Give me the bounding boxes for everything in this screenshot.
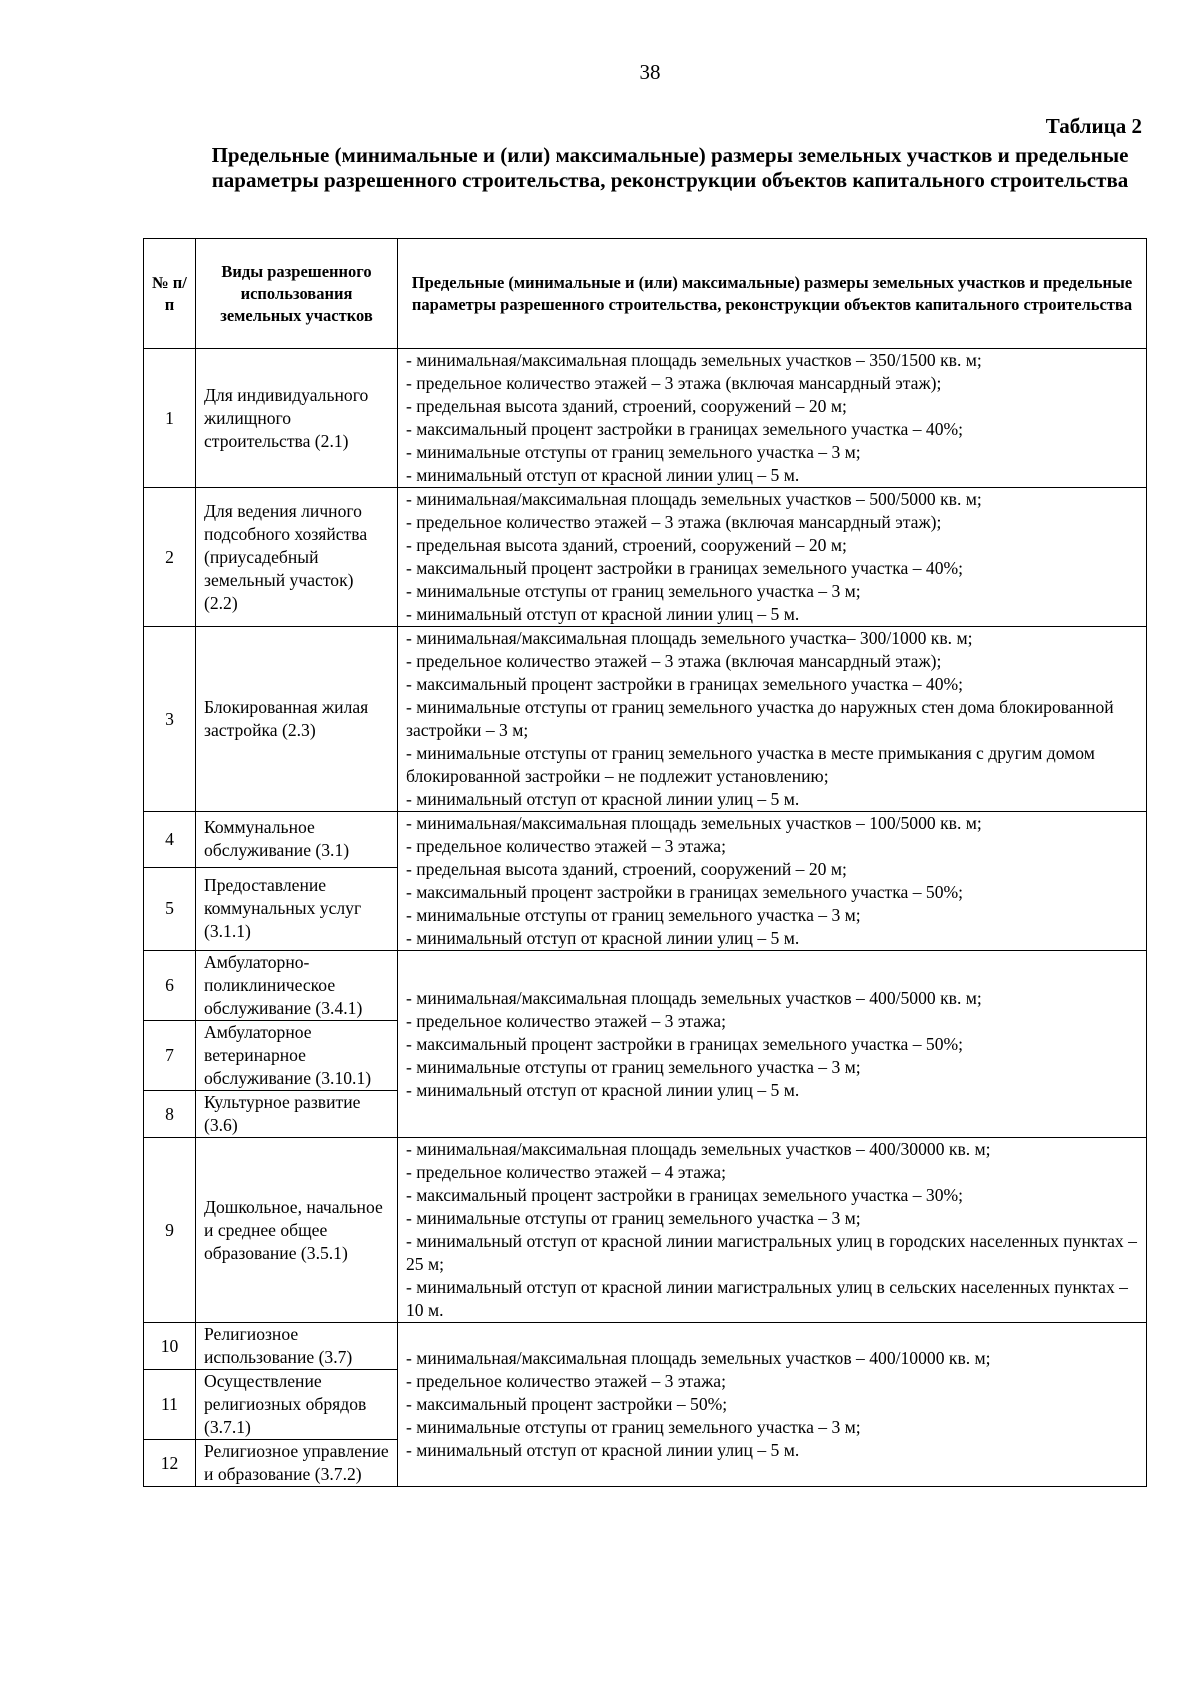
row-num: 1 (144, 349, 196, 488)
param-line: - минимальные отступы от границ земельного участка – 3 м; (406, 1056, 861, 1077)
param-line: - предельная высота зданий, строений, сооружений – 20 м; (406, 396, 847, 416)
param-line: - минимальные отступы от границ земельного участка – 3 м; (406, 905, 861, 925)
param-line: - минимальные отступы от границ земельного участка до наружных стен дома блокированной застройки – 3 м; (406, 697, 1114, 740)
param-line: - максимальный процент застройки в границах земельного участка – 50%; (406, 882, 964, 902)
param-line: - минимальный отступ от красной линии улиц – 5 м. (406, 604, 800, 624)
table-row (144, 812, 1147, 868)
param-line: - предельное количество этажей – 3 этажа; (406, 1371, 726, 1391)
param-line: - предельная высота зданий, строений, сооружений – 20 м; (406, 859, 847, 879)
row-kind: Культурное развитие (3.6) (196, 1091, 398, 1138)
row-kind: Коммунальное обслуживание (3.1) (196, 812, 398, 868)
param-line: - максимальный процент застройки в границах земельного участка – 30%; (406, 1185, 964, 1205)
table-row (144, 349, 1147, 488)
param-line: - минимальные отступы от границ земельного участка – 3 м; (406, 442, 861, 462)
param-line: - предельное количество этажей – 3 этажа (включая мансардный этаж); (406, 651, 942, 671)
params-cell (398, 1323, 1147, 1487)
params-cell (398, 488, 1147, 627)
param-line: - минимальные отступы от границ земельного участка – 3 м; (406, 1417, 861, 1437)
table-row (144, 627, 1147, 812)
row-kind: Для индивидуального жилищного строительства (2.1) (196, 349, 398, 488)
param-line: - минимальный отступ от красной линии улиц – 5 м. (406, 789, 800, 809)
param-line: - предельное количество этажей – 3 этажа; (406, 836, 726, 856)
params-cell (398, 812, 1147, 951)
param-line: - минимальные отступы от границ земельного участка – 3 м; (406, 1208, 861, 1228)
header-num: № п/п (144, 239, 196, 349)
param-line: - максимальный процент застройки – 50%; (406, 1394, 728, 1414)
limits-table (143, 238, 1147, 1487)
header-kind: Виды разрешенного использования земельных участков (196, 239, 398, 349)
param-line: - предельное количество этажей – 4 этажа; (406, 1162, 726, 1182)
row-num: 8 (144, 1091, 196, 1138)
param-line: - минимальный отступ от красной линии улиц – 5 м. (406, 1440, 800, 1460)
param-line: - минимальная/максимальная площадь земельных участков – 400/30000 кв. м; (406, 1139, 991, 1159)
row-num: 5 (144, 867, 196, 950)
row-num: 9 (144, 1138, 196, 1323)
param-line: - минимальные отступы от границ земельного участка в месте примыкания с другим домом блокированной застройки – не подлежит установлению; (406, 743, 1095, 786)
param-line: - предельное количество этажей – 3 этажа; (406, 1010, 726, 1031)
table-row (144, 1138, 1147, 1323)
param-line: - максимальный процент застройки в границах земельного участка – 50%; (406, 1033, 964, 1054)
row-kind: Осуществление религиозных обрядов (3.7.1) (196, 1370, 398, 1440)
table-label: Таблица 2 (1045, 114, 1142, 138)
table-row (144, 951, 1147, 1021)
param-line: - минимальная/максимальная площадь земельных участков – 400/10000 кв. м; (406, 1348, 991, 1368)
param-line: - предельное количество этажей – 3 этажа (включая мансардный этаж); (406, 512, 942, 532)
params-cell (398, 1138, 1147, 1323)
row-num: 2 (144, 488, 196, 627)
param-line: - минимальный отступ от красной линии улиц – 5 м. (406, 465, 800, 485)
row-num: 7 (144, 1021, 196, 1091)
params-cell (398, 349, 1147, 488)
table-row (144, 1323, 1147, 1370)
document-title: Предельные (минимальные и (или) максимальные) размеры земельных участков и предельные параметры разрешенного строительства, реконструкции объектов капитального строительства (211, 143, 1129, 192)
param-line: - минимальная/максимальная площадь земельного участка– 300/1000 кв. м; (406, 628, 973, 648)
header-params: Предельные (минимальные и (или) максимальные) размеры земельных участков и предельные параметры разрешенного строительства, реконструкции объектов капитального строительства (398, 239, 1147, 349)
param-line: - минимальная/максимальная площадь земельных участков – 100/5000 кв. м; (406, 813, 982, 833)
param-line: - максимальный процент застройки в границах земельного участка – 40%; (406, 419, 964, 439)
row-kind: Блокированная жилая застройка (2.3) (196, 627, 398, 812)
table-row (144, 488, 1147, 627)
param-line: - минимальный отступ от красной линии улиц – 5 м. (406, 1079, 800, 1100)
row-kind: Амбулаторное ветеринарное обслуживание (3.10.1) (196, 1021, 398, 1091)
row-num: 3 (144, 627, 196, 812)
param-line: - предельное количество этажей – 3 этажа (включая мансардный этаж); (406, 373, 942, 393)
param-line: - минимальные отступы от границ земельного участка – 3 м; (406, 581, 861, 601)
row-kind: Амбулаторно-поликлиническое обслуживание (3.4.1) (196, 951, 398, 1021)
row-num: 10 (144, 1323, 196, 1370)
params-cell (398, 951, 1147, 1138)
param-line: - минимальный отступ от красной линии магистральных улиц в городских населенных пунктах – 25 м; (406, 1231, 1137, 1274)
page-number: 38 (639, 60, 661, 84)
param-line: - минимальная/максимальная площадь земельных участков – 350/1500 кв. м; (406, 350, 982, 370)
row-num: 6 (144, 951, 196, 1021)
row-num: 12 (144, 1440, 196, 1487)
row-num: 11 (144, 1370, 196, 1440)
param-line: - минимальный отступ от красной линии магистральных улиц в сельских населенных пунктах – 10 м. (406, 1277, 1128, 1320)
param-line: - минимальная/максимальная площадь земельных участков – 500/5000 кв. м; (406, 489, 982, 509)
param-line: - максимальный процент застройки в границах земельного участка – 40%; (406, 674, 964, 694)
param-line: - максимальный процент застройки в границах земельного участка – 40%; (406, 558, 964, 578)
row-kind: Религиозное использование (3.7) (196, 1323, 398, 1370)
row-kind: Для ведения личного подсобного хозяйства (приусадебный земельный участок) (2.2) (196, 488, 398, 627)
table-header-row (144, 239, 1147, 349)
params-cell (398, 627, 1147, 812)
param-line: - минимальная/максимальная площадь земельных участков – 400/5000 кв. м; (406, 987, 982, 1008)
row-kind: Предоставление коммунальных услуг (3.1.1) (196, 867, 398, 950)
row-kind: Религиозное управление и образование (3.7.2) (196, 1440, 398, 1487)
param-line: - минимальный отступ от красной линии улиц – 5 м. (406, 928, 800, 948)
row-kind: Дошкольное, начальное и среднее общее образование (3.5.1) (196, 1138, 398, 1323)
param-line: - предельная высота зданий, строений, сооружений – 20 м; (406, 535, 847, 555)
row-num: 4 (144, 812, 196, 868)
